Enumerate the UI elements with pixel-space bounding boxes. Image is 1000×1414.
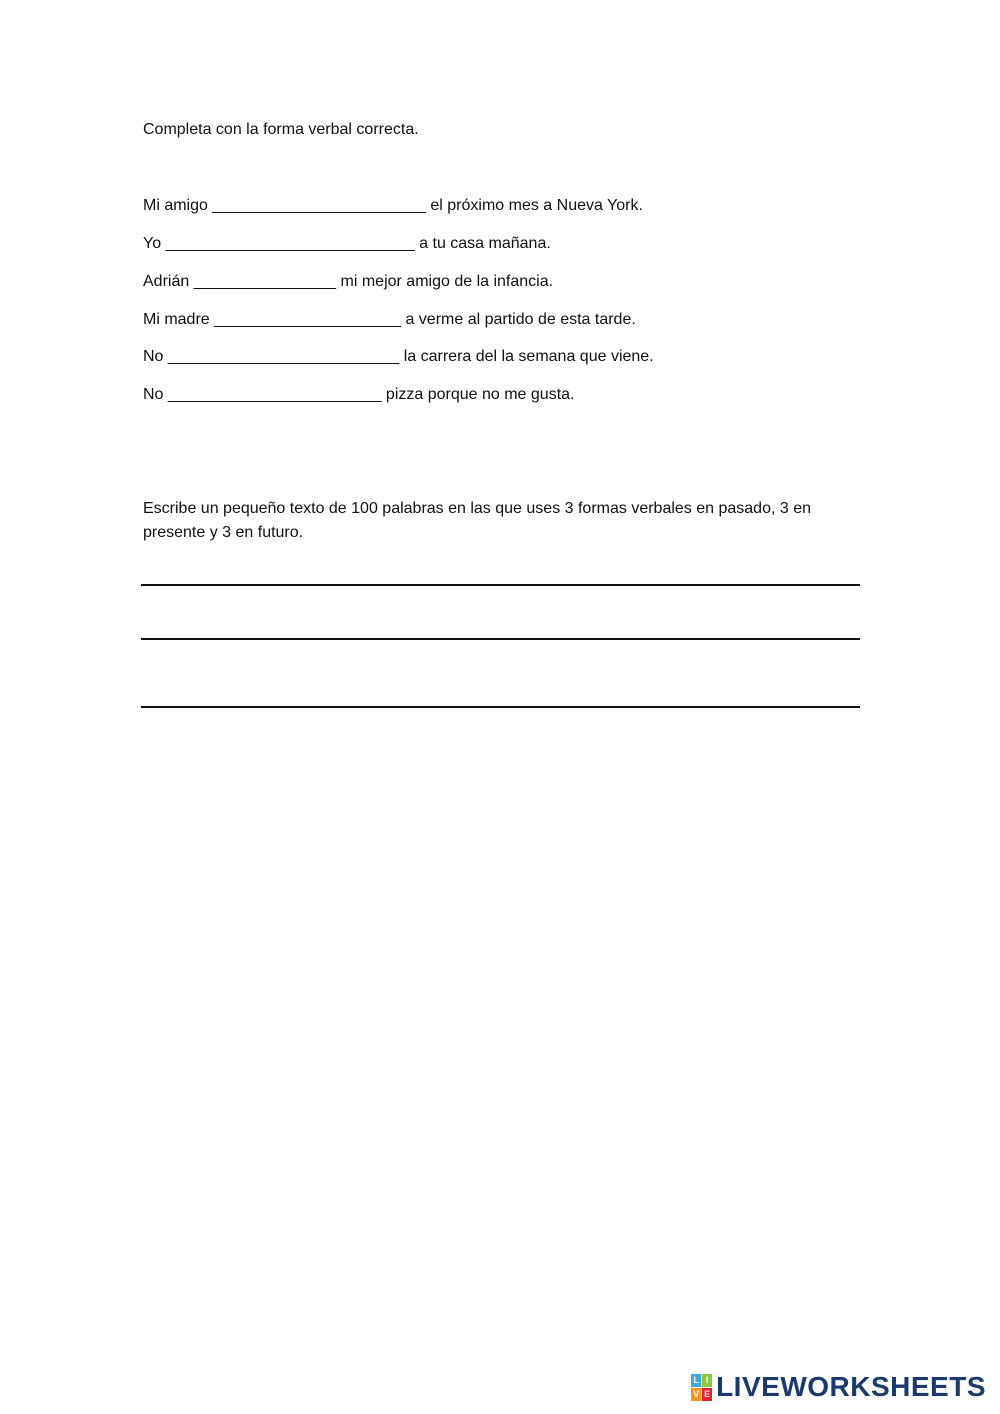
logo-icon-letter-v: V bbox=[693, 1388, 700, 1399]
sentence-3-blank[interactable]: ________________ bbox=[193, 273, 337, 290]
answer-line-1[interactable] bbox=[141, 584, 860, 586]
sentence-2 bbox=[143, 234, 551, 254]
sentence-2-blank[interactable]: ____________________________ bbox=[165, 235, 415, 252]
answer-line-2[interactable] bbox=[141, 638, 860, 640]
logo-icon-letter-e: E bbox=[704, 1388, 711, 1399]
writing-prompt: Escribe un pequeño texto de 100 palabras en las que uses 3 formas verbales en pasado, 3 en presente y 3 en futuro. bbox=[143, 500, 812, 541]
sentence-4-blank[interactable]: _____________________ bbox=[214, 311, 401, 328]
sentence-1-before: Mi amigo bbox=[143, 197, 213, 214]
sentence-5-blank[interactable]: __________________________ bbox=[167, 348, 400, 365]
sentence-3-before: Adrián bbox=[143, 273, 194, 290]
logo-wordmark: LIVEWORKSHEETS bbox=[716, 1371, 986, 1402]
sentence-3-after: mi mejor amigo de la infancia. bbox=[336, 273, 554, 290]
sentence-3 bbox=[143, 272, 553, 292]
sentence-6-before: No bbox=[143, 386, 168, 403]
logo-icon-letter-i: I bbox=[702, 1374, 712, 1387]
sentence-6 bbox=[143, 385, 574, 405]
sentence-1-blank[interactable]: ________________________ bbox=[212, 197, 426, 214]
instruction-text: Completa con la forma verbal correcta. bbox=[143, 121, 419, 138]
sentence-1-after: el próximo mes a Nueva York. bbox=[425, 197, 643, 214]
sentence-5-after: la carrera del la semana que viene. bbox=[399, 348, 654, 365]
answer-line-3[interactable] bbox=[141, 706, 860, 708]
sentence-4-after: a verme al partido de esta tarde. bbox=[401, 311, 636, 328]
logo-icon-letter-l: L bbox=[691, 1374, 701, 1387]
sentence-6-blank[interactable]: ________________________ bbox=[167, 386, 382, 403]
sentence-1 bbox=[143, 196, 643, 216]
sentence-4 bbox=[143, 310, 636, 330]
sentence-4-before: Mi madre bbox=[143, 311, 215, 328]
liveworksheets-icon bbox=[691, 1374, 712, 1401]
sentence-6-after: pizza porque no me gusta. bbox=[381, 386, 575, 403]
liveworksheets-logo bbox=[691, 1372, 986, 1402]
sentence-5-before: No bbox=[143, 348, 168, 365]
sentence-2-after: a tu casa mañana. bbox=[414, 235, 551, 252]
sentence-2-before: Yo bbox=[143, 235, 166, 252]
sentence-5 bbox=[143, 347, 654, 367]
